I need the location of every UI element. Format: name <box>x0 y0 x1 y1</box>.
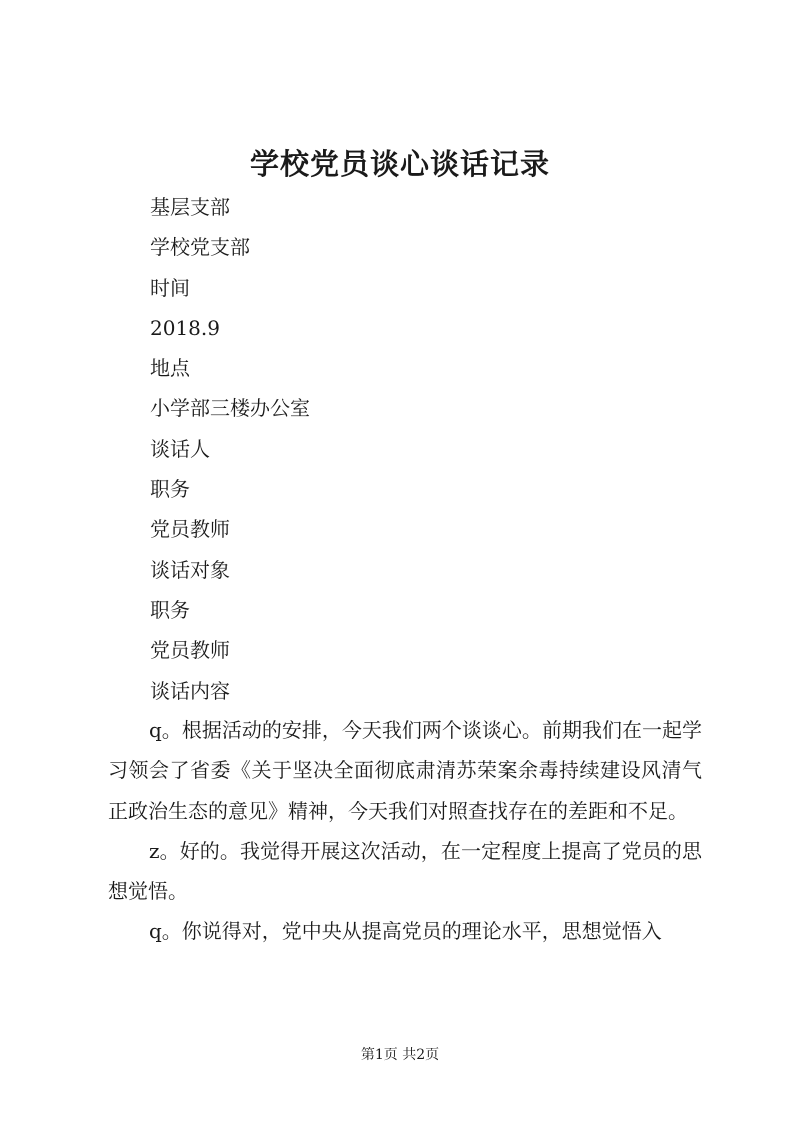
document-title: 学校党员谈心谈话记录 <box>249 147 550 181</box>
page-footer: 第1页 共2页 <box>360 1047 440 1063</box>
field-location-label: 地点 <box>150 356 190 381</box>
field-content-label: 谈话内容 <box>150 678 230 703</box>
paragraph-1: q。根据活动的安排，今天我们两个谈谈心。前期我们在一起学习领会了省委《关于坚决全面彻底肃清苏荣案余毒持续建设风清气正政治生态的意见》精神，今天我们对照查找存在的差距和不足。 <box>108 718 702 823</box>
paragraph-3: q。你说得对，党中央从提高党员的理论水平，思想觉悟入 <box>149 919 662 944</box>
field-branch-label: 基层支部 <box>150 195 230 219</box>
record-fields <box>150 187 710 711</box>
field-subject-position-label: 职务 <box>150 597 190 622</box>
field-subject-label: 谈话对象 <box>150 557 230 582</box>
field-subject-position-value: 党员教师 <box>150 638 230 663</box>
field-speaker-label: 谈话人 <box>150 436 210 461</box>
conversation-content <box>108 710 702 952</box>
paragraph-2: z。好的。我觉得开展这次活动，在一定程度上提高了党员的思想觉悟。 <box>108 838 702 904</box>
field-branch-value: 学校党支部 <box>150 235 250 260</box>
field-time-value: 2018.9 <box>150 315 220 340</box>
field-time-label: 时间 <box>150 275 190 300</box>
field-location-value: 小学部三楼办公室 <box>150 396 310 421</box>
field-speaker-position-label: 职务 <box>150 477 190 502</box>
field-speaker-position-value: 党员教师 <box>150 517 230 542</box>
